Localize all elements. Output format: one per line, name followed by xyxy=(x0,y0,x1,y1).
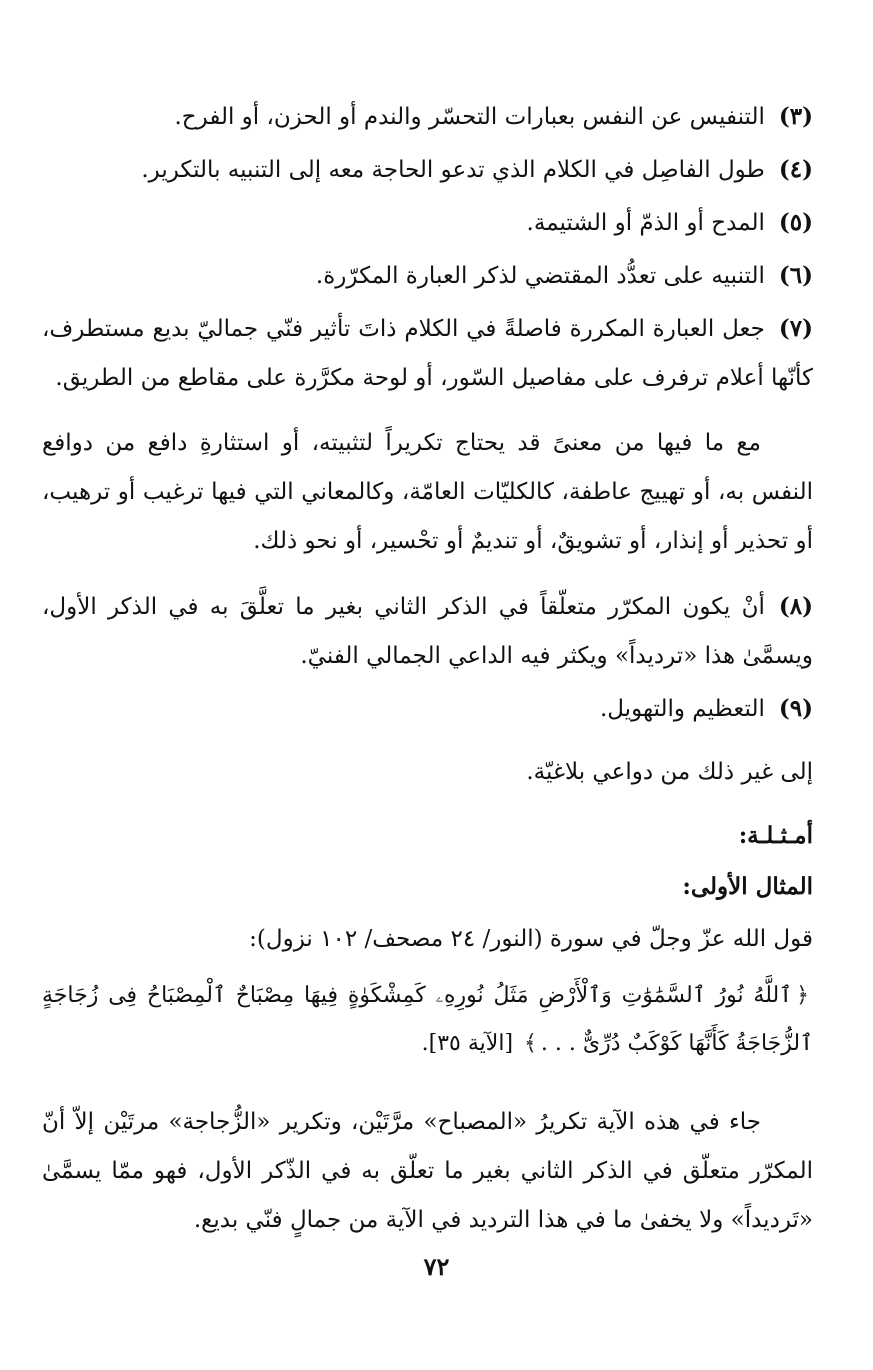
list-item-number: (٨) xyxy=(778,593,813,620)
list-item-number: (٩) xyxy=(778,695,813,722)
examples-heading: أمـثـلـة: xyxy=(738,822,813,849)
list-item xyxy=(42,684,813,734)
list-item xyxy=(42,198,813,248)
list-item xyxy=(42,304,813,403)
page-number: ٧٢ xyxy=(423,1252,450,1281)
list-item-number: (٦) xyxy=(778,262,813,289)
list-item-number: (٥) xyxy=(778,209,813,236)
list-item-number: (٧) xyxy=(778,315,813,342)
list-item-text: جعل العبارة المكررة فاصلةً في الكلام ذاتَ تأثير فنّي جماليّ بديع مستطرف، كأنّها أعلام ترفرف على مفاصيل السّور، أو لوحة مكرَّرة على مقاطع من الطريق. xyxy=(42,316,813,391)
list-item xyxy=(42,145,813,195)
list-item xyxy=(42,251,813,301)
list-item xyxy=(42,582,813,681)
list-item-text: المدح أو الذمّ أو الشتيمة. xyxy=(526,210,765,236)
list-item-text: التعظيم والتهويل. xyxy=(599,696,765,722)
explanation-paragraph: جاء في هذه الآية تكريرُ «المصباح» مرَّتَيْن، وتكرير «الزُّجاجة» مرتَيْن إلاّ أنّ المكرّر متعلّق في الذكر الثاني بغير ما تعلّق به في الذّكر الأول، فهو ممّا يسمَّىٰ «تَرديداً» ولا يخفىٰ ما في هذا الترديد في الآية من جمالٍ فنّي بديع. xyxy=(42,1109,813,1233)
reference-line: قول الله عزّ وجلّ في سورة (النور/ ٢٤ مصحف/ ١٠٢ نزول): xyxy=(249,926,813,952)
verse-close-bracket: ﴾ xyxy=(524,1031,537,1056)
verse-text: ٱللَّهُ نُورُ ٱلسَّمَٰوَٰتِ وَٱلْأَرْضِ مَثَلُ نُورِهِۦ كَمِشْكَوٰةٍ فِيهَا مِصْبَاحٌ ٱلْمِصْبَاحُ فِى زُجَاجَةٍ ٱلزُّجَاجَةُ كَأَنَّهَا كَوْكَبٌ دُرِّىٌّ . . . xyxy=(42,983,813,1056)
closing-line: إلى غير ذلك من دواعي بلاغيّة. xyxy=(526,759,813,785)
list-item-text: طول الفاصِل في الكلام الذي تدعو الحاجة معه إلى التنبيه بالتكرير. xyxy=(141,157,765,183)
quran-verse xyxy=(42,972,813,1068)
list-item-text: التنفيس عن النفس بعبارات التحسّر والندم أو الحزن، أو الفرح. xyxy=(174,104,765,130)
list-item-text: التنبيه على تعدُّد المقتضي لذكر العبارة المكرّرة. xyxy=(315,263,765,289)
verse-reference: [الآية ٣٥]. xyxy=(421,1031,514,1056)
list-item-number: (٣) xyxy=(778,103,813,130)
list-item-number: (٤) xyxy=(778,156,813,183)
verse-open-bracket: ﴿ xyxy=(796,983,809,1008)
body-paragraph: مع ما فيها من معنىً قد يحتاج تكريراً لتثبيته، أو استثارةِ دافع من دوافع النفس به، أو تهييج عاطفة، كالكليّات العامّة، وكالمعاني التي فيها ترغيب أو ترهيب، أو تحذير أو إنذار، أو تشويقٌ، أو تنديمٌ أو تحْسير، أو نحو ذلك. xyxy=(42,430,813,554)
list-item xyxy=(42,92,813,142)
list-item-text: أنْ يكون المكرّر متعلّقاً في الذكر الثاني بغير ما تعلَّقَ به في الذكر الأول، ويسمَّىٰ هذا «ترديداً» ويكثر فيه الداعي الجمالي الفنيّ. xyxy=(42,594,813,669)
first-example-heading: المثال الأولى: xyxy=(682,873,813,900)
